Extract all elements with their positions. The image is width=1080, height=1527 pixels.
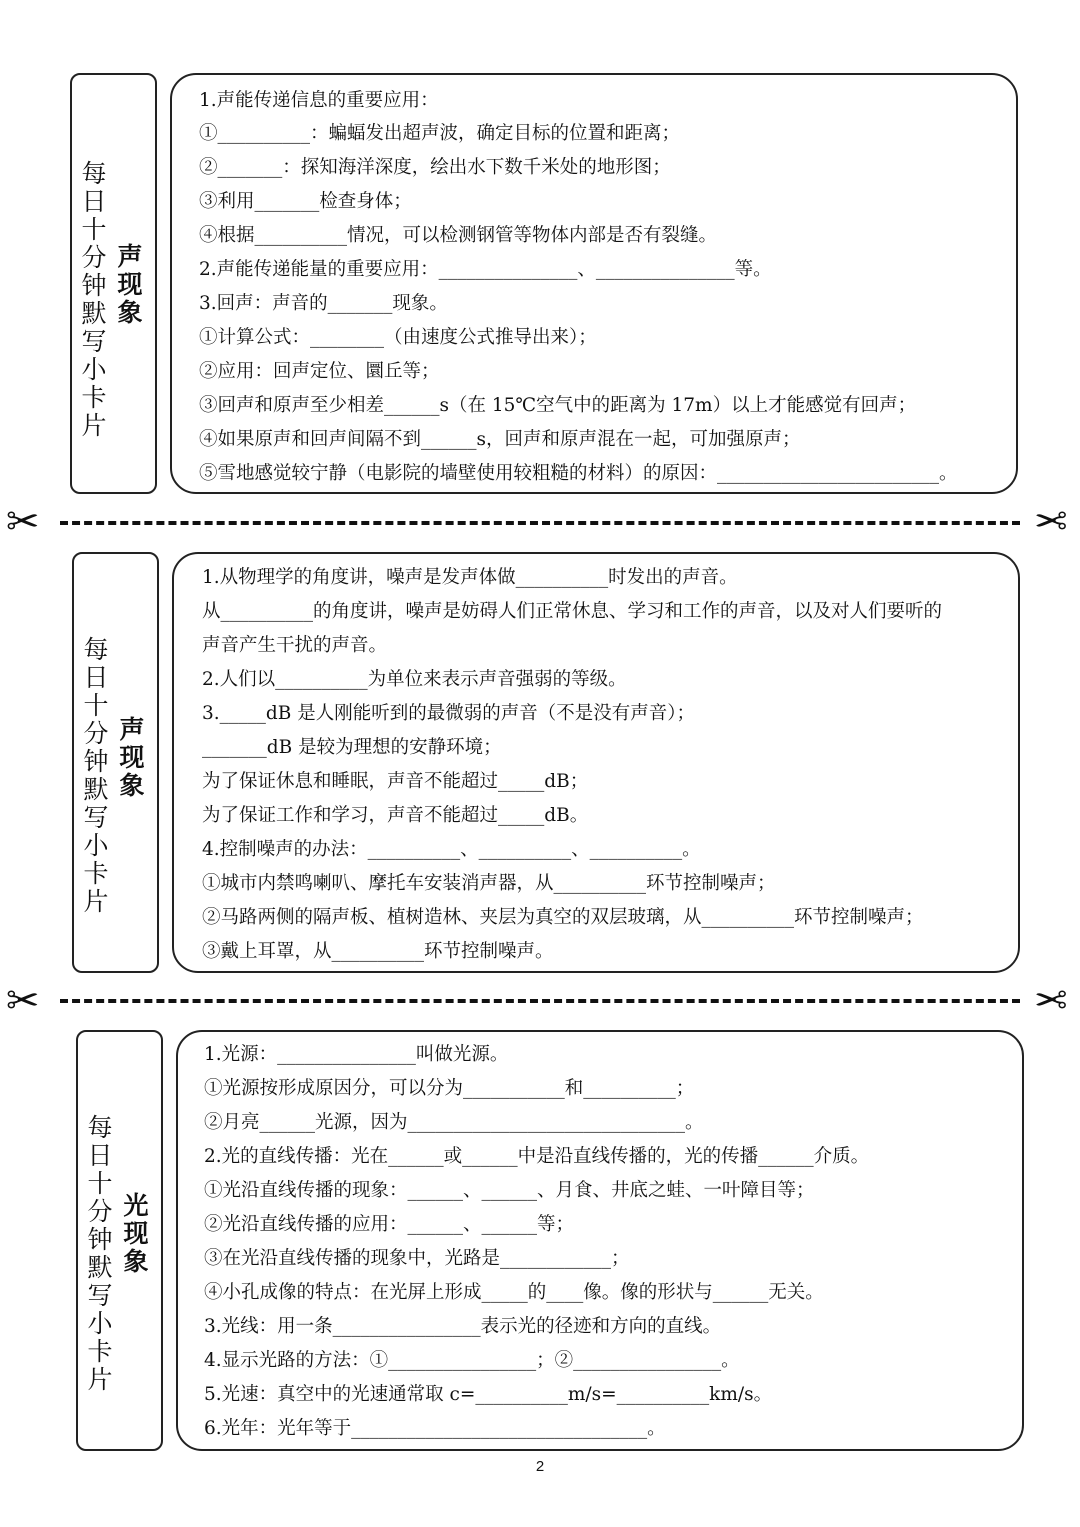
card-3-line-3: ②月亮______光源，因为______________________________。 (204, 1112, 704, 1133)
card-2-line-5: 3._____dB 是人刚能听到的最微弱的声音（不是没有声音）； (202, 703, 695, 724)
card-1-line-9: ②应用：回声定位、圜丘等； (199, 361, 440, 382)
card-2-tab-title: 每日十分钟默写小卡片 (83, 635, 109, 916)
card-3-content (176, 1030, 1024, 1451)
card-2-line-8: 为了保证工作和学习，声音不能超过_____dB。 (202, 805, 589, 826)
card-1-tab-title: 每日十分钟默写小卡片 (81, 159, 107, 440)
page-number: 2 (535, 1458, 545, 1475)
card-1-line-5: ④根据__________情况，可以检测钢管等物体内部是否有裂缝。 (199, 225, 718, 246)
card-2-line-1: 1.从物理学的角度讲，噪声是发声体做__________时发出的声音。 (202, 567, 738, 588)
scissors-icon: ✂ (1034, 978, 1068, 1024)
card-1-line-11: ④如果原声和回声间隔不到______s，回声和原声混在一起，可加强原声； (199, 429, 801, 450)
card-3-line-2: ①光源按形成原因分，可以分为___________和__________； (204, 1078, 695, 1099)
card-1-line-8: ①计算公式：________（由速度公式推导出来）； (199, 327, 597, 348)
card-3-line-1: 1.光源：_______________叫做光源。 (204, 1044, 509, 1065)
card-2-tab-topic: 声现象 (119, 715, 145, 800)
card-3-line-8: ④小孔成像的特点：在光屏上形成_____的____像。像的形状与______无关。 (204, 1282, 824, 1303)
card-1-line-2: ①__________：蝙蝠发出超声波，确定目标的位置和距离； (199, 123, 681, 144)
card-3-line-10: 4.显示光路的方法：①________________；②________________。 (204, 1350, 740, 1371)
card-2-tab (72, 552, 159, 973)
card-1-tab (70, 73, 157, 494)
card-2-line-12: ③戴上耳罩，从__________环节控制噪声。 (202, 941, 554, 962)
card-1-content (170, 73, 1018, 494)
card-3-line-9: 3.光线：用一条________________表示光的径迹和方向的直线。 (204, 1316, 722, 1337)
scissors-icon: ✂ (1034, 499, 1068, 545)
card-1-line-12: ⑤雪地感觉较宁静（电影院的墙壁使用较粗糙的材料）的原因：________________________。 (199, 463, 958, 484)
card-1-line-7: 3.回声：声音的_______现象。 (199, 293, 448, 314)
card-2-line-7: 为了保证休息和睡眠，声音不能超过_____dB； (202, 771, 589, 792)
card-3-tab (76, 1030, 163, 1451)
card-2-line-10: ①城市内禁鸣喇叭、摩托车安装消声器，从__________环节控制噪声； (202, 873, 776, 894)
card-2-line-2: 从__________的角度讲，噪声是妨碍人们正常休息、学习和工作的声音，以及对人们要听的 (202, 601, 943, 622)
card-2-line-4: 2.人们以__________为单位来表示声音强弱的等级。 (202, 669, 627, 690)
card-1-line-6: 2.声能传递能量的重要应用：_______________、_______________等。 (199, 259, 772, 280)
card-1-line-4: ③利用_______检查身体； (199, 191, 412, 212)
card-1-line-1: 1.声能传递信息的重要应用： (199, 90, 439, 111)
card-3-line-7: ③在光沿直线传播的现象中，光路是____________； (204, 1248, 630, 1269)
card-2-line-3: 声音产生干扰的声音。 (202, 635, 388, 656)
card-1-line-3: ②_______：探知海洋深度，绘出水下数千米处的地形图； (199, 157, 671, 178)
card-3-tab-title: 每日十分钟默写小卡片 (87, 1113, 113, 1394)
card-2-line-6: _______dB 是较为理想的安静环境； (202, 737, 502, 758)
card-3-line-12: 6.光年：光年等于________________________________。 (204, 1418, 666, 1439)
card-3-line-11: 5.光速：真空中的光速通常取 c=__________m/s=__________km/s。 (204, 1384, 773, 1405)
card-2-line-9: 4.控制噪声的办法：__________、__________、__________。 (202, 839, 701, 860)
scissors-icon: ✂ (6, 499, 40, 545)
card-3-line-4: 2.光的直线传播：光在______或______中是沿直线传播的，光的传播______介质。 (204, 1146, 870, 1167)
card-2-content (172, 552, 1020, 973)
card-3-line-5: ①光沿直线传播的现象：______、______、月食、井底之蛙、一叶障目等； (204, 1180, 815, 1201)
card-2-line-11: ②马路两侧的隔声板、植树造林、夹层为真空的双层玻璃，从__________环节控制噪声； (202, 907, 924, 928)
cut-line-1 (60, 521, 1020, 525)
card-3-tab-topic: 光现象 (123, 1191, 149, 1276)
card-1-tab-topic: 声现象 (117, 242, 143, 327)
scissors-icon: ✂ (6, 978, 40, 1024)
cut-line-2 (60, 999, 1020, 1003)
card-1-line-10: ③回声和原声至少相差______s（在 15℃空气中的距离为 17m）以上才能感觉有回声； (199, 395, 917, 416)
card-3-line-6: ②光沿直线传播的应用：______、______等； (204, 1214, 575, 1235)
